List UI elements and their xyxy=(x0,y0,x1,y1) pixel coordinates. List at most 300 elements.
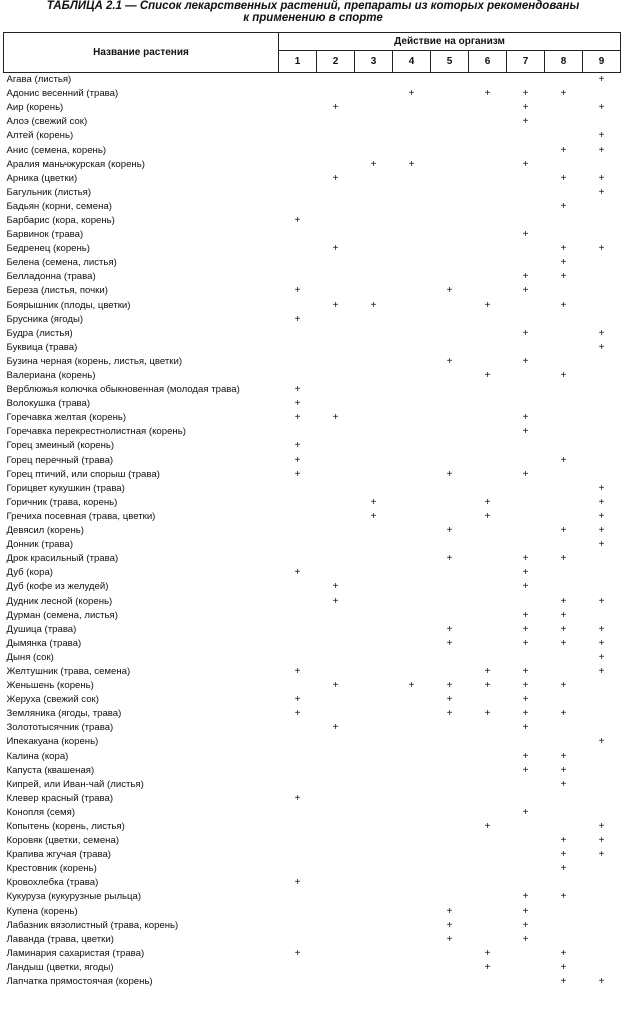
effect-cell-5 xyxy=(431,919,469,933)
effect-cell-4 xyxy=(393,172,431,186)
plant-name: Ламинария сахаристая (трава) xyxy=(6,947,145,959)
table-row xyxy=(4,580,621,594)
plus-mark: + xyxy=(560,680,567,692)
effect-cell-1 xyxy=(279,552,317,566)
effect-cell-4 xyxy=(393,975,431,989)
effect-cell-2 xyxy=(317,87,355,101)
effect-cell-9 xyxy=(583,566,621,580)
plant-name: Белена (семена, листья) xyxy=(6,257,117,269)
effect-cell-3 xyxy=(355,919,393,933)
effect-cell-3 xyxy=(355,961,393,975)
effect-cell-9 xyxy=(583,721,621,735)
plus-mark: + xyxy=(560,609,567,621)
plus-mark: + xyxy=(560,243,567,255)
effect-cell-7 xyxy=(507,355,545,369)
effect-cell-4 xyxy=(393,735,431,749)
effect-cell-7 xyxy=(507,834,545,848)
plant-name: Жеруха (свежий сок) xyxy=(6,694,99,706)
effect-cell-8 xyxy=(545,566,583,580)
plus-mark: + xyxy=(522,609,529,621)
effect-cell-8 xyxy=(545,172,583,186)
effect-cell-6 xyxy=(469,101,507,115)
effect-cell-8 xyxy=(545,552,583,566)
effect-cell-4 xyxy=(393,693,431,707)
effect-cell-7 xyxy=(507,609,545,623)
effect-cell-5 xyxy=(431,679,469,693)
effect-cell-3 xyxy=(355,876,393,890)
effect-cell-8 xyxy=(545,411,583,425)
plus-mark: + xyxy=(332,412,339,424)
effect-cell-3 xyxy=(355,355,393,369)
effect-cell-3 xyxy=(355,580,393,594)
effect-cell-6 xyxy=(469,679,507,693)
effect-cell-3 xyxy=(355,256,393,270)
effect-cell-6 xyxy=(469,764,507,778)
effect-cell-5 xyxy=(431,256,469,270)
effect-cell-7 xyxy=(507,961,545,975)
plant-name: Верблюжья колючка обыкновенная (молодая трава) xyxy=(6,384,240,396)
effect-cell-7 xyxy=(507,735,545,749)
effect-cell-2 xyxy=(317,313,355,327)
effect-cell-1 xyxy=(279,242,317,256)
effect-cell-6 xyxy=(469,143,507,157)
effect-cell-9 xyxy=(583,369,621,383)
table-row xyxy=(4,665,621,679)
plus-mark: + xyxy=(332,722,339,734)
effect-cell-7 xyxy=(507,975,545,989)
plus-mark: + xyxy=(560,595,567,607)
effect-cell-4 xyxy=(393,834,431,848)
effect-cell-4 xyxy=(393,383,431,397)
effect-cell-2 xyxy=(317,665,355,679)
effect-cell-9 xyxy=(583,256,621,270)
effect-cell-6 xyxy=(469,919,507,933)
effect-cell-5 xyxy=(431,594,469,608)
effect-cell-8 xyxy=(545,270,583,284)
plus-mark: + xyxy=(598,637,605,649)
plus-mark: + xyxy=(560,299,567,311)
effect-cell-6 xyxy=(469,876,507,890)
effect-cell-5 xyxy=(431,947,469,961)
effect-cell-6 xyxy=(469,439,507,453)
effect-cell-4 xyxy=(393,482,431,496)
effect-cell-3 xyxy=(355,764,393,778)
effect-cell-5 xyxy=(431,623,469,637)
effect-cell-5 xyxy=(431,482,469,496)
effect-cell-7 xyxy=(507,947,545,961)
plus-mark: + xyxy=(484,947,491,959)
effect-cell-3 xyxy=(355,820,393,834)
plus-mark: + xyxy=(370,158,377,170)
plus-mark: + xyxy=(446,285,453,297)
effect-cell-5 xyxy=(431,975,469,989)
effect-cell-7 xyxy=(507,115,545,129)
table-row xyxy=(4,735,621,749)
plant-name: Дуб (кофе из желудей) xyxy=(6,581,109,593)
effect-cell-8 xyxy=(545,425,583,439)
effect-cell-3 xyxy=(355,87,393,101)
effect-cell-4 xyxy=(393,355,431,369)
effect-cell-5 xyxy=(431,580,469,594)
plus-mark: + xyxy=(446,694,453,706)
effect-cell-1 xyxy=(279,538,317,552)
caption-line-2: к применению в спорте xyxy=(243,12,383,24)
plant-name: Крестовник (корень) xyxy=(6,863,97,875)
plus-mark: + xyxy=(598,849,605,861)
effect-cell-8 xyxy=(545,115,583,129)
effect-cell-4 xyxy=(393,214,431,228)
effect-cell-7 xyxy=(507,284,545,298)
effect-cell-7 xyxy=(507,172,545,186)
effect-cell-5 xyxy=(431,270,469,284)
effect-cell-6 xyxy=(469,510,507,524)
effect-cell-3 xyxy=(355,411,393,425)
effect-cell-5 xyxy=(431,468,469,482)
effect-cell-6 xyxy=(469,862,507,876)
table-body xyxy=(4,73,621,990)
effect-cell-8 xyxy=(545,834,583,848)
effect-cell-2 xyxy=(317,383,355,397)
table-row xyxy=(4,242,621,256)
effect-cell-7 xyxy=(507,454,545,468)
effect-cell-4 xyxy=(393,496,431,510)
effect-cell-3 xyxy=(355,693,393,707)
effect-cell-9 xyxy=(583,947,621,961)
effect-cell-4 xyxy=(393,905,431,919)
effect-cell-7 xyxy=(507,623,545,637)
table-row xyxy=(4,961,621,975)
effect-cell-5 xyxy=(431,651,469,665)
effect-cell-2 xyxy=(317,975,355,989)
effect-cell-7 xyxy=(507,496,545,510)
plus-mark: + xyxy=(294,567,301,579)
plus-mark: + xyxy=(370,496,377,508)
effect-cell-6 xyxy=(469,609,507,623)
header-col-4: 4 xyxy=(393,51,431,73)
effect-cell-9 xyxy=(583,454,621,468)
effect-cell-8 xyxy=(545,580,583,594)
plus-mark: + xyxy=(598,835,605,847)
effect-cell-6 xyxy=(469,524,507,538)
effect-cell-3 xyxy=(355,200,393,214)
plus-mark: + xyxy=(484,680,491,692)
effect-cell-9 xyxy=(583,876,621,890)
table-row xyxy=(4,594,621,608)
effect-cell-8 xyxy=(545,933,583,947)
effect-cell-8 xyxy=(545,792,583,806)
effect-cell-8 xyxy=(545,905,583,919)
effect-cell-8 xyxy=(545,876,583,890)
plus-mark: + xyxy=(446,468,453,480)
effect-cell-9 xyxy=(583,848,621,862)
table-row xyxy=(4,566,621,580)
plus-mark: + xyxy=(522,623,529,635)
plant-name: Капуста (квашеная) xyxy=(6,764,95,776)
effect-cell-6 xyxy=(469,284,507,298)
effect-cell-1 xyxy=(279,87,317,101)
effect-cell-9 xyxy=(583,383,621,397)
effect-cell-6 xyxy=(469,454,507,468)
plus-mark: + xyxy=(408,88,415,100)
effect-cell-1 xyxy=(279,284,317,298)
effect-cell-1 xyxy=(279,862,317,876)
effect-cell-6 xyxy=(469,848,507,862)
effect-cell-4 xyxy=(393,665,431,679)
effect-cell-4 xyxy=(393,566,431,580)
effect-cell-8 xyxy=(545,439,583,453)
table-row xyxy=(4,115,621,129)
effect-cell-1 xyxy=(279,721,317,735)
effect-cell-7 xyxy=(507,764,545,778)
plus-mark: + xyxy=(446,637,453,649)
effect-cell-2 xyxy=(317,552,355,566)
effect-cell-5 xyxy=(431,693,469,707)
plus-mark: + xyxy=(484,370,491,382)
table-row xyxy=(4,750,621,764)
effect-cell-3 xyxy=(355,594,393,608)
plant-name: Алтей (корень) xyxy=(6,130,74,142)
table-row xyxy=(4,679,621,693)
plus-mark: + xyxy=(522,426,529,438)
effect-cell-1 xyxy=(279,623,317,637)
effect-cell-1 xyxy=(279,73,317,88)
effect-cell-2 xyxy=(317,454,355,468)
effect-cell-3 xyxy=(355,158,393,172)
plus-mark: + xyxy=(484,665,491,677)
plus-mark: + xyxy=(446,525,453,537)
effect-cell-7 xyxy=(507,933,545,947)
effect-cell-2 xyxy=(317,186,355,200)
plus-mark: + xyxy=(560,961,567,973)
effect-cell-2 xyxy=(317,158,355,172)
effect-cell-4 xyxy=(393,468,431,482)
effect-cell-7 xyxy=(507,383,545,397)
plus-mark: + xyxy=(522,355,529,367)
effect-cell-3 xyxy=(355,284,393,298)
effect-cell-8 xyxy=(545,496,583,510)
effect-cell-2 xyxy=(317,862,355,876)
table-row xyxy=(4,975,621,989)
effect-cell-1 xyxy=(279,637,317,651)
effect-cell-8 xyxy=(545,721,583,735)
plus-mark: + xyxy=(522,764,529,776)
table-row xyxy=(4,200,621,214)
effect-cell-1 xyxy=(279,369,317,383)
effect-cell-6 xyxy=(469,327,507,341)
effect-cell-2 xyxy=(317,721,355,735)
effect-cell-1 xyxy=(279,750,317,764)
effect-cell-4 xyxy=(393,919,431,933)
effect-cell-8 xyxy=(545,355,583,369)
effect-cell-5 xyxy=(431,397,469,411)
plus-mark: + xyxy=(598,186,605,198)
plant-name: Донник (трава) xyxy=(6,539,74,551)
effect-cell-7 xyxy=(507,721,545,735)
plus-mark: + xyxy=(560,623,567,635)
effect-cell-5 xyxy=(431,552,469,566)
effect-cell-7 xyxy=(507,411,545,425)
table-row xyxy=(4,411,621,425)
effect-cell-1 xyxy=(279,693,317,707)
effect-cell-5 xyxy=(431,806,469,820)
effect-cell-9 xyxy=(583,792,621,806)
effect-cell-3 xyxy=(355,172,393,186)
table-row xyxy=(4,947,621,961)
effect-cell-9 xyxy=(583,637,621,651)
effect-cell-1 xyxy=(279,834,317,848)
effect-cell-8 xyxy=(545,538,583,552)
plus-mark: + xyxy=(560,144,567,156)
effect-cell-8 xyxy=(545,341,583,355)
effect-cell-1 xyxy=(279,313,317,327)
effect-cell-9 xyxy=(583,580,621,594)
effect-cell-4 xyxy=(393,115,431,129)
plus-mark: + xyxy=(522,158,529,170)
effect-cell-2 xyxy=(317,510,355,524)
effect-cell-6 xyxy=(469,580,507,594)
plant-name: Конопля (семя) xyxy=(6,806,76,818)
effect-cell-8 xyxy=(545,947,583,961)
plus-mark: + xyxy=(560,271,567,283)
effect-cell-6 xyxy=(469,186,507,200)
effect-cell-4 xyxy=(393,623,431,637)
effect-cell-4 xyxy=(393,707,431,721)
table-row xyxy=(4,778,621,792)
effect-cell-4 xyxy=(393,848,431,862)
effect-cell-7 xyxy=(507,679,545,693)
effect-cell-7 xyxy=(507,482,545,496)
effect-cell-9 xyxy=(583,327,621,341)
effect-cell-5 xyxy=(431,299,469,313)
effect-cell-6 xyxy=(469,214,507,228)
effect-cell-7 xyxy=(507,778,545,792)
plant-name: Бадьян (корни, семена) xyxy=(6,200,112,212)
plant-name: Адонис весенний (трава) xyxy=(6,88,119,100)
effect-cell-3 xyxy=(355,270,393,284)
effect-cell-2 xyxy=(317,482,355,496)
effect-cell-7 xyxy=(507,242,545,256)
effect-cell-5 xyxy=(431,933,469,947)
plant-name: Ландыш (цветки, ягоды) xyxy=(6,961,114,973)
table-row xyxy=(4,538,621,552)
effect-cell-5 xyxy=(431,186,469,200)
effect-cell-6 xyxy=(469,778,507,792)
effect-cell-3 xyxy=(355,186,393,200)
plant-name: Золототысячник (трава) xyxy=(6,722,114,734)
plus-mark: + xyxy=(598,510,605,522)
effect-cell-8 xyxy=(545,87,583,101)
effect-cell-6 xyxy=(469,397,507,411)
plus-mark: + xyxy=(598,341,605,353)
effect-cell-6 xyxy=(469,242,507,256)
effect-cell-8 xyxy=(545,228,583,242)
effect-cell-4 xyxy=(393,947,431,961)
table-row xyxy=(4,143,621,157)
effect-cell-6 xyxy=(469,468,507,482)
effect-cell-1 xyxy=(279,524,317,538)
effect-cell-4 xyxy=(393,609,431,623)
effect-cell-4 xyxy=(393,341,431,355)
effect-cell-4 xyxy=(393,101,431,115)
effect-cell-6 xyxy=(469,721,507,735)
effect-cell-9 xyxy=(583,129,621,143)
plus-mark: + xyxy=(522,905,529,917)
effect-cell-1 xyxy=(279,214,317,228)
effect-cell-8 xyxy=(545,693,583,707)
plant-name: Алоэ (свежий сок) xyxy=(6,116,88,128)
effect-cell-6 xyxy=(469,651,507,665)
effect-cell-6 xyxy=(469,496,507,510)
effect-cell-8 xyxy=(545,651,583,665)
effect-cell-6 xyxy=(469,594,507,608)
table-row xyxy=(4,87,621,101)
effect-cell-1 xyxy=(279,496,317,510)
effect-cell-7 xyxy=(507,299,545,313)
effect-cell-1 xyxy=(279,270,317,284)
plus-mark: + xyxy=(484,88,491,100)
plus-mark: + xyxy=(598,651,605,663)
effect-cell-4 xyxy=(393,425,431,439)
effect-cell-7 xyxy=(507,341,545,355)
effect-cell-8 xyxy=(545,73,583,88)
plus-mark: + xyxy=(408,680,415,692)
effect-cell-9 xyxy=(583,143,621,157)
plus-mark: + xyxy=(522,567,529,579)
effect-cell-1 xyxy=(279,341,317,355)
effect-cell-2 xyxy=(317,172,355,186)
effect-cell-2 xyxy=(317,496,355,510)
effect-cell-9 xyxy=(583,115,621,129)
plant-name: Барбарис (кора, корень) xyxy=(6,214,115,226)
effect-cell-3 xyxy=(355,735,393,749)
plus-mark: + xyxy=(522,553,529,565)
effect-cell-5 xyxy=(431,87,469,101)
plants-table xyxy=(3,32,621,989)
plus-mark: + xyxy=(522,271,529,283)
plus-mark: + xyxy=(598,172,605,184)
plus-mark: + xyxy=(446,933,453,945)
effect-cell-6 xyxy=(469,750,507,764)
plus-mark: + xyxy=(522,680,529,692)
effect-cell-3 xyxy=(355,679,393,693)
effect-cell-8 xyxy=(545,623,583,637)
effect-cell-5 xyxy=(431,721,469,735)
effect-cell-9 xyxy=(583,355,621,369)
effect-cell-9 xyxy=(583,524,621,538)
table-row xyxy=(4,693,621,707)
effect-cell-8 xyxy=(545,284,583,298)
effect-cell-9 xyxy=(583,397,621,411)
effect-cell-3 xyxy=(355,623,393,637)
plus-mark: + xyxy=(598,130,605,142)
effect-cell-9 xyxy=(583,313,621,327)
effect-cell-9 xyxy=(583,186,621,200)
effect-cell-7 xyxy=(507,510,545,524)
effect-cell-8 xyxy=(545,679,583,693)
table-row xyxy=(4,510,621,524)
effect-cell-6 xyxy=(469,228,507,242)
table-row xyxy=(4,397,621,411)
effect-cell-1 xyxy=(279,609,317,623)
effect-cell-4 xyxy=(393,284,431,298)
effect-cell-2 xyxy=(317,270,355,284)
effect-cell-7 xyxy=(507,890,545,904)
effect-cell-4 xyxy=(393,750,431,764)
effect-cell-2 xyxy=(317,411,355,425)
effect-cell-7 xyxy=(507,101,545,115)
effect-cell-5 xyxy=(431,637,469,651)
plus-mark: + xyxy=(484,299,491,311)
